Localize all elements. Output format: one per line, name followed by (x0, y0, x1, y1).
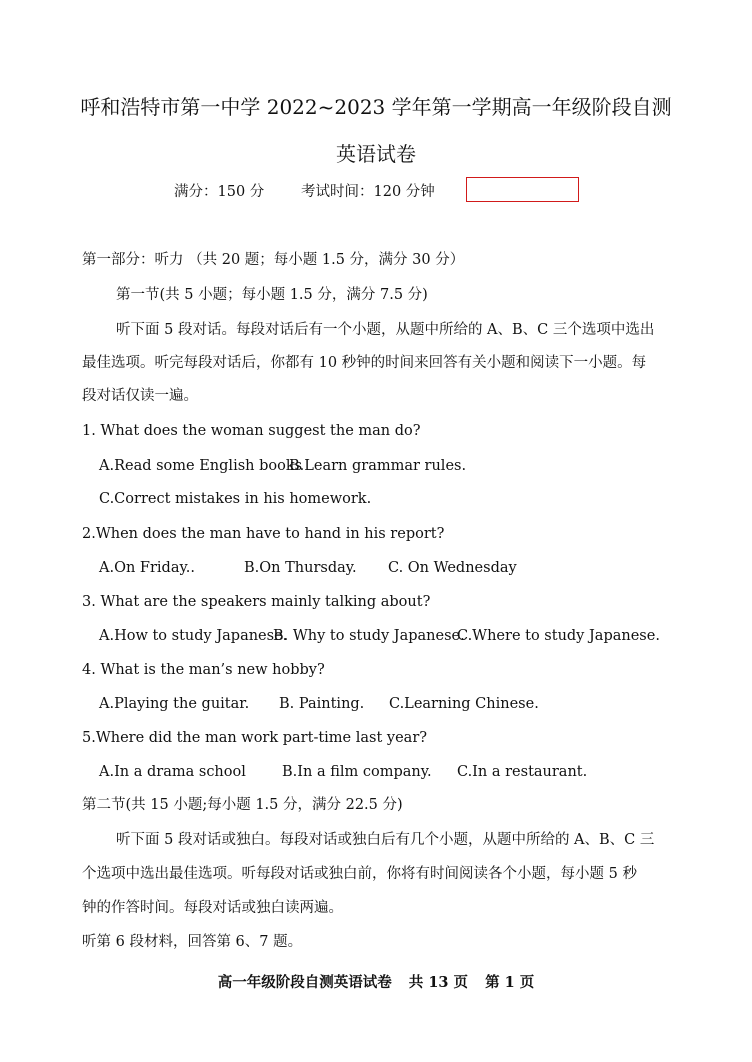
page-footer (0, 971, 752, 992)
option-a: A.In a drama school (99, 764, 246, 780)
footer-current-page: 第 1 页 (485, 974, 535, 991)
option-a: A.Playing the guitar. (99, 696, 250, 712)
option-a: A.How to study Japanese. (99, 628, 288, 644)
section1-instruction-2: 最佳选项。听完每段对话后，你都有 10 秒钟的时间来回答有关小题和阅读下一小题。每 (82, 355, 647, 371)
material-note: 听第 6 段材料，回答第 6、7 题。 (82, 934, 303, 950)
section1-heading: 第一节(共 5 小题；每小题 1.5 分，满分 7.5 分) (116, 287, 428, 303)
answer-box (466, 177, 579, 202)
option-a: A.On Friday.. (99, 560, 195, 576)
option-a: A.Read some English books (99, 458, 303, 474)
exam-subtitle: 英语试卷 (336, 142, 416, 166)
option-c: C.Where to study Japanese. (457, 628, 660, 644)
option-b: B.Learn grammar rules. (289, 458, 467, 474)
section1-instruction-1: 听下面 5 段对话。每段对话后有一个小题，从题中所给的 A、B、C 三个选项中选出 (116, 322, 655, 338)
option-c: C.In a restaurant. (457, 764, 588, 780)
part1-heading: 第一部分：听力 （共 20 题；每小题 1.5 分，满分 30 分） (82, 252, 465, 268)
section2-instruction-1: 听下面 5 段对话或独白。每段对话或独白后有几个小题，从题中所给的 A、B、C 三 (116, 832, 655, 848)
option-c: C.Learning Chinese. (389, 696, 539, 712)
footer-exam-name: 高一年级阶段自测英语试卷 (217, 974, 392, 991)
question-stem: 5.Where did the man work part-time last year? (82, 730, 428, 746)
option-c: C.Correct mistakes in his homework. (99, 491, 372, 507)
option-b: B. Why to study Japanese. (273, 628, 465, 644)
question-stem: 2.When does the man have to hand in his report? (82, 526, 445, 542)
full-score: 满分：150 分 (174, 184, 265, 200)
section2-heading: 第二节(共 15 小题;每小题 1.5 分，满分 22.5 分) (82, 797, 403, 813)
exam-title: 呼和浩特市第一中学 2022~2023 学年第一学期高一年级阶段自测 (80, 95, 672, 119)
question-stem: 1. What does the woman suggest the man do? (82, 423, 421, 439)
question-stem: 4. What is the man’s new hobby? (82, 662, 325, 678)
option-b: B.On Thursday. (244, 560, 357, 576)
exam-time: 考试时间：120 分钟 (301, 184, 435, 200)
option-c: C. On Wednesday (388, 560, 517, 576)
section2-instruction-2: 个选项中选出最佳选项。听每段对话或独白前，你将有时间阅读各个小题，每小题 5 秒 (82, 866, 637, 882)
option-b: B.In a film company. (282, 764, 432, 780)
section2-instruction-3: 钟的作答时间。每段对话或独白读两遍。 (82, 900, 343, 916)
option-b: B. Painting. (279, 696, 365, 712)
section1-instruction-3: 段对话仅读一遍。 (82, 388, 198, 404)
footer-total-pages: 共 13 页 (408, 974, 469, 991)
question-stem: 3. What are the speakers mainly talking about? (82, 594, 431, 610)
